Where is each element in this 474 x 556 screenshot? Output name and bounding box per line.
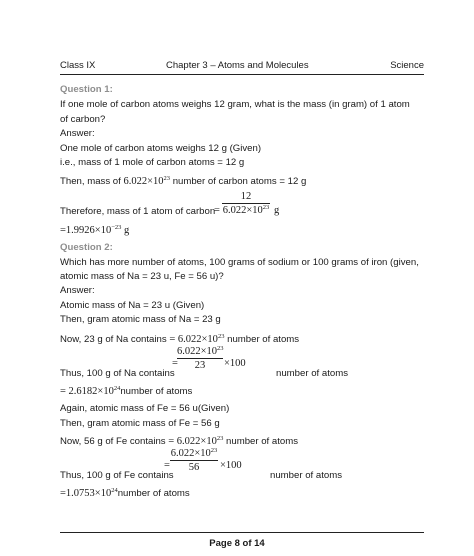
- q2-line-8: Now, 56 g of Fe contains = $6.022\times 10^{23}$ number of atoms: [60, 435, 299, 447]
- q1-line-1: One mole of carbon atoms weighs 12 g (Given): [60, 143, 262, 154]
- header-chapter: Chapter 3 – Atoms and Molecules: [166, 60, 309, 71]
- q1-line-2: i.e., mass of 1 mole of carbon atoms = 12 g: [60, 157, 245, 168]
- q1-fraction-denominator: $6.022\times 10^{23}$: [222, 204, 270, 216]
- header-rule: [60, 74, 424, 75]
- footer-rule: [60, 532, 424, 533]
- header-subject: Science: [390, 60, 424, 71]
- q1-text-2: of carbon?: [60, 114, 106, 125]
- q2-line-7: Then, gram atomic mass of Fe = 56 g: [60, 418, 220, 429]
- q1-line-3-pre: Then, mass of: [60, 176, 121, 187]
- q1-text-1: If one mole of carbon atoms weighs 12 gram, what is the mass (in gram) of 1 atom: [60, 99, 410, 110]
- page-header: [60, 60, 424, 74]
- q2-line-9-mult: ×100: [220, 460, 242, 471]
- q1-answer-label: Answer:: [60, 128, 95, 139]
- q2-line-9-pre: Thus, 100 g of Fe contains: [60, 470, 174, 481]
- q2-line-9-eq: =: [164, 460, 170, 471]
- q1-line-3-value: $6.022\times 10^{23}$: [123, 175, 171, 187]
- q1-fraction-numerator: 12: [240, 191, 252, 202]
- q2-heading: Question 2:: [60, 242, 113, 253]
- q2-fraction-na: [177, 346, 223, 371]
- q1-line-3-post: number of carbon atoms = 12 g: [172, 176, 307, 187]
- q2-answer-label: Answer:: [60, 285, 95, 296]
- q1-line-5: $=1.9926\times 10^{-23}$ g: [60, 224, 130, 236]
- q2-line-10: $=1.0753\times 10^{24}number$ of atoms: [60, 487, 190, 499]
- page-number: Page 8 of 14: [209, 538, 265, 549]
- q1-line-3: [60, 176, 306, 188]
- q1-fraction: [222, 191, 270, 216]
- q2-fraction-na-denominator: 23: [194, 360, 206, 371]
- q2-fraction-na-bar: [177, 358, 223, 359]
- q2-line-4-mult: ×100: [224, 358, 246, 369]
- q2-line-1: Atomic mass of Na = 23 u (Given): [60, 300, 205, 311]
- q2-text-1: Which has more number of atoms, 100 grams of sodium or 100 grams of iron (given,: [60, 257, 419, 268]
- q2-line-2: Then, gram atomic mass of Na = 23 g: [60, 314, 221, 325]
- q2-text-2: atomic mass of Na = 23 u, Fe = 56 u)?: [60, 271, 224, 282]
- q2-fraction-na-numerator: $6.022\times 10^{23}$: [177, 345, 224, 357]
- q1-heading: Question 1:: [60, 84, 113, 95]
- q1-line-4-pre: Therefore, mass of 1 atom of carbon: [60, 206, 216, 217]
- header-class: Class IX: [60, 60, 96, 71]
- q1-line-4-eq: =: [214, 205, 220, 216]
- q2-line-6: Again, atomic mass of Fe = 56 u(Given): [60, 403, 230, 414]
- q2-fraction-fe-denominator: 56: [188, 462, 200, 473]
- q2-line-3: Now, 23 g of Na contains = $6.022\times 10^{23}$ number of atoms: [60, 333, 300, 345]
- q2-line-9-post: number of atoms: [270, 470, 342, 481]
- q2-fraction-fe-bar: [170, 460, 218, 461]
- q2-line-5: = $2.6182\times 10^{24}number$ of atoms: [60, 385, 193, 397]
- q2-line-4-post: number of atoms: [276, 368, 348, 379]
- q2-line-4-eq: =: [172, 358, 178, 369]
- q2-fraction-fe-numerator: $6.022\times 10^{23}$: [170, 447, 218, 459]
- q2-line-4-pre: Thus, 100 g of Na contains: [60, 368, 175, 379]
- q1-line-4-unit: g: [274, 205, 280, 216]
- q2-fraction-fe: [170, 448, 218, 473]
